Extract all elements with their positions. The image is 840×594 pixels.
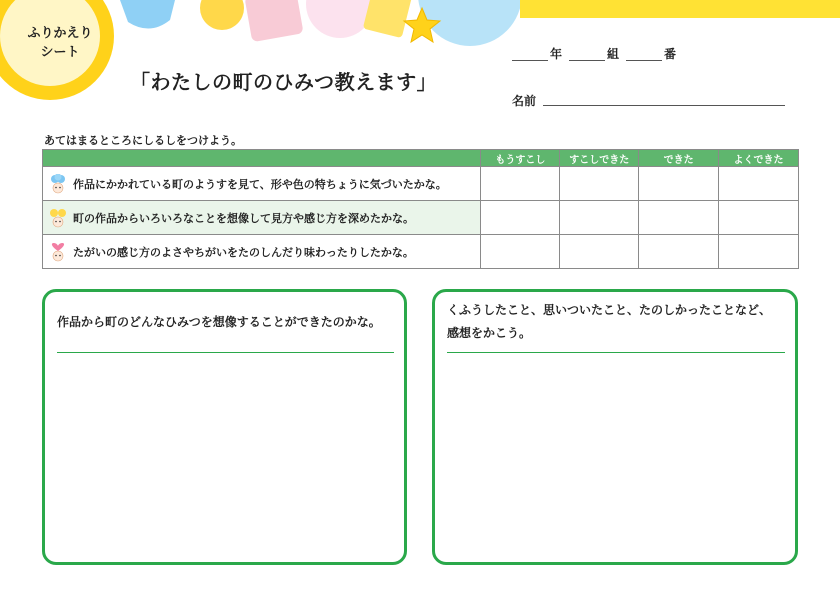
table-row xyxy=(43,201,799,235)
question-cell xyxy=(43,235,481,269)
column-header: よくできた xyxy=(719,150,799,167)
checklist-table xyxy=(42,149,799,269)
sheet-badge xyxy=(18,14,102,78)
reflection-left-prompt: 作品から町のどんなひみつを想像することができたのかな。 xyxy=(57,315,381,329)
check-cell[interactable] xyxy=(639,201,719,235)
question-cell xyxy=(43,201,481,235)
question-cell xyxy=(43,167,481,201)
number-input-line[interactable] xyxy=(626,42,662,61)
check-cell[interactable] xyxy=(719,167,799,201)
class-label: 組 xyxy=(607,47,620,61)
check-cell[interactable] xyxy=(719,201,799,235)
check-cell[interactable] xyxy=(639,167,719,201)
header-blank-cell xyxy=(43,150,481,167)
header-yellow-bar xyxy=(520,0,840,18)
table-row xyxy=(43,235,799,269)
badge-line1: ふりかえり xyxy=(27,26,93,41)
check-cell[interactable] xyxy=(719,235,799,269)
check-cell[interactable] xyxy=(560,167,639,201)
check-cell[interactable] xyxy=(481,167,560,201)
check-cell[interactable] xyxy=(639,235,719,269)
check-cell[interactable] xyxy=(560,235,639,269)
reflection-box-left[interactable] xyxy=(42,289,407,565)
question-text: 作品にかかれている町のようすを見て、形や色の特ちょうに気づいたかな。 xyxy=(73,177,447,191)
blue-character-icon xyxy=(49,174,67,194)
year-label: 年 xyxy=(550,47,563,61)
name-label: 名前 xyxy=(512,94,537,108)
reflection-right-prompt-line2: 感想をかこう。 xyxy=(447,326,532,340)
column-header: できた xyxy=(639,150,719,167)
check-cell[interactable] xyxy=(560,201,639,235)
column-header: すこしできた xyxy=(560,150,639,167)
year-input-line[interactable] xyxy=(512,42,548,61)
question-text: たがいの感じ方のよさやちがいをたのしんだり味わったりしたかな。 xyxy=(73,245,414,259)
class-input-line[interactable] xyxy=(569,42,605,61)
page-title: 「わたしの町のひみつ教えます」 xyxy=(130,70,438,94)
question-text: 町の作品からいろいろなことを想像して見方や感じ方を深めたかな。 xyxy=(73,211,414,225)
instruction-text: あてはまるところにしるしをつけよう。 xyxy=(44,134,242,147)
name-input-line[interactable] xyxy=(543,87,785,106)
writing-line xyxy=(57,352,394,353)
writing-line xyxy=(447,352,785,353)
reflection-right-prompt-line1: くふうしたこと、思いついたこと、たのしかったことなど、 xyxy=(447,303,772,317)
table-row xyxy=(43,167,799,201)
yellow-character-icon xyxy=(49,208,67,228)
column-header: もうすこし xyxy=(481,150,560,167)
check-cell[interactable] xyxy=(481,201,560,235)
number-label: 番 xyxy=(664,47,677,61)
pink-heart-character-icon xyxy=(49,242,67,262)
table-header-row xyxy=(43,150,799,167)
badge-line2: シート xyxy=(40,45,80,60)
reflection-box-right[interactable] xyxy=(432,289,798,565)
check-cell[interactable] xyxy=(481,235,560,269)
